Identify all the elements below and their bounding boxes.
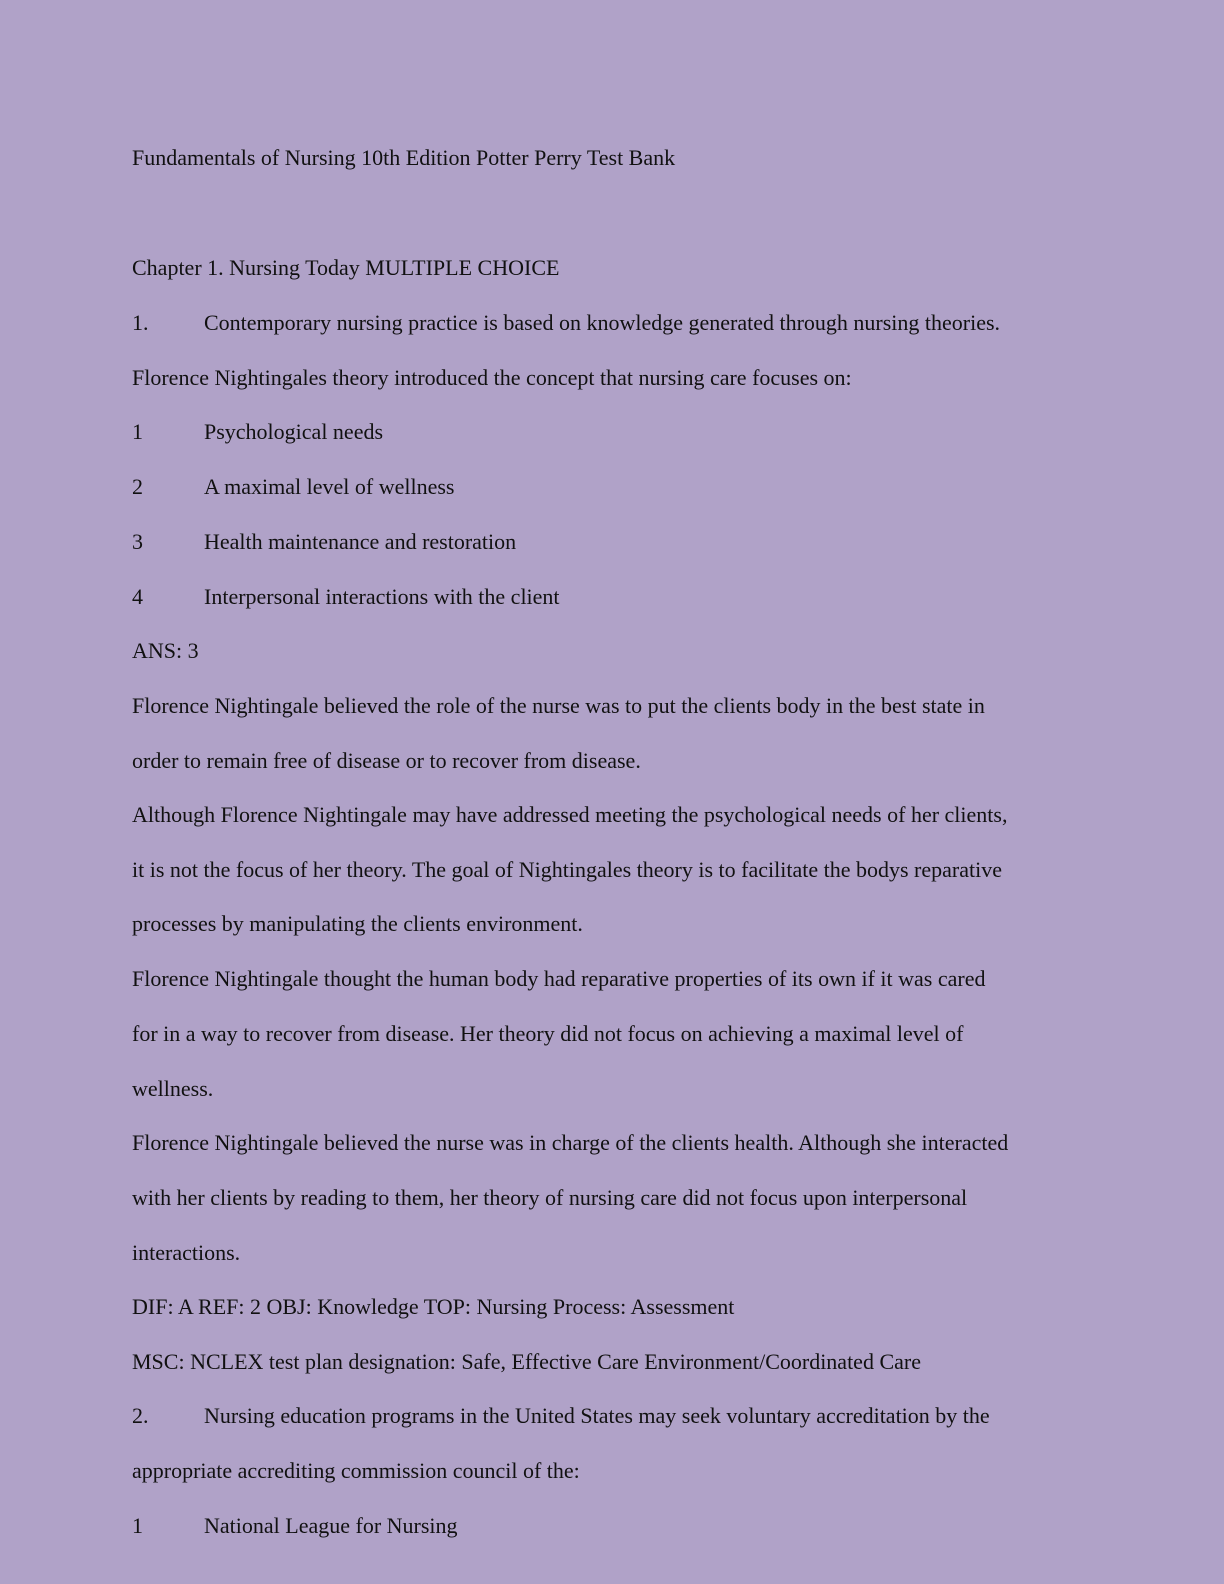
rationale-line: Florence Nightingale thought the human body had reparative properties of its own if it was cared bbox=[132, 966, 986, 991]
rationale-line: Although Florence Nightingale may have addressed meeting the psychological needs of her clients, bbox=[132, 802, 1008, 827]
option-2 bbox=[132, 474, 455, 500]
option-1 bbox=[132, 1513, 458, 1539]
option-text: National League for Nursing bbox=[204, 1513, 458, 1538]
question-text: Contemporary nursing practice is based on knowledge generated through nursing theories. bbox=[204, 310, 1001, 335]
option-number: 1 bbox=[132, 419, 143, 444]
chapter-heading: Chapter 1. Nursing Today MULTIPLE CHOICE bbox=[132, 255, 560, 280]
question-text: Nursing education programs in the United States may seek voluntary accreditation by the bbox=[204, 1403, 990, 1428]
metadata-dif-line: DIF: A REF: 2 OBJ: Knowledge TOP: Nursing Process: Assessment bbox=[132, 1294, 735, 1319]
answer-line: ANS: 3 bbox=[132, 638, 199, 663]
rationale-line: Florence Nightingale believed the nurse was in charge of the clients health. Although she interacted bbox=[132, 1130, 1009, 1155]
option-number: 3 bbox=[132, 529, 143, 554]
option-number: 4 bbox=[132, 584, 143, 609]
option-3 bbox=[132, 529, 516, 555]
rationale-line: Florence Nightingale believed the role of the nurse was to put the clients body in the best state in bbox=[132, 693, 985, 718]
option-text: Health maintenance and restoration bbox=[204, 529, 517, 554]
rationale-line: for in a way to recover from disease. Her theory did not focus on achieving a maximal level of bbox=[132, 1021, 964, 1046]
question-1-stem-continued: Florence Nightingales theory introduced the concept that nursing care focuses on: bbox=[132, 365, 852, 390]
option-number: 1 bbox=[132, 1513, 143, 1538]
option-text: Psychological needs bbox=[204, 419, 384, 444]
question-2-stem bbox=[132, 1403, 990, 1429]
metadata-msc-line: MSC: NCLEX test plan designation: Safe, Effective Care Environment/Coordinated Care bbox=[132, 1349, 921, 1374]
option-text: A maximal level of wellness bbox=[204, 474, 455, 499]
option-4 bbox=[132, 584, 560, 610]
rationale-line: with her clients by reading to them, her theory of nursing care did not focus upon interpersonal bbox=[132, 1185, 968, 1210]
rationale-line: it is not the focus of her theory. The goal of Nightingales theory is to facilitate the bodys reparative bbox=[132, 857, 1002, 882]
question-2-stem-continued: appropriate accrediting commission council of the: bbox=[132, 1458, 580, 1483]
rationale-line: interactions. bbox=[132, 1240, 241, 1265]
rationale-line: order to remain free of disease or to recover from disease. bbox=[132, 748, 641, 773]
document-title: Fundamentals of Nursing 10th Edition Potter Perry Test Bank bbox=[132, 145, 676, 170]
option-1 bbox=[132, 419, 383, 445]
option-number: 2 bbox=[132, 474, 143, 499]
rationale-line: processes by manipulating the clients environment. bbox=[132, 911, 583, 936]
question-number: 1. bbox=[132, 310, 149, 335]
question-number: 2. bbox=[132, 1403, 149, 1428]
question-1-stem bbox=[132, 310, 1000, 336]
rationale-line: wellness. bbox=[132, 1076, 214, 1101]
option-text: Interpersonal interactions with the client bbox=[204, 584, 560, 609]
